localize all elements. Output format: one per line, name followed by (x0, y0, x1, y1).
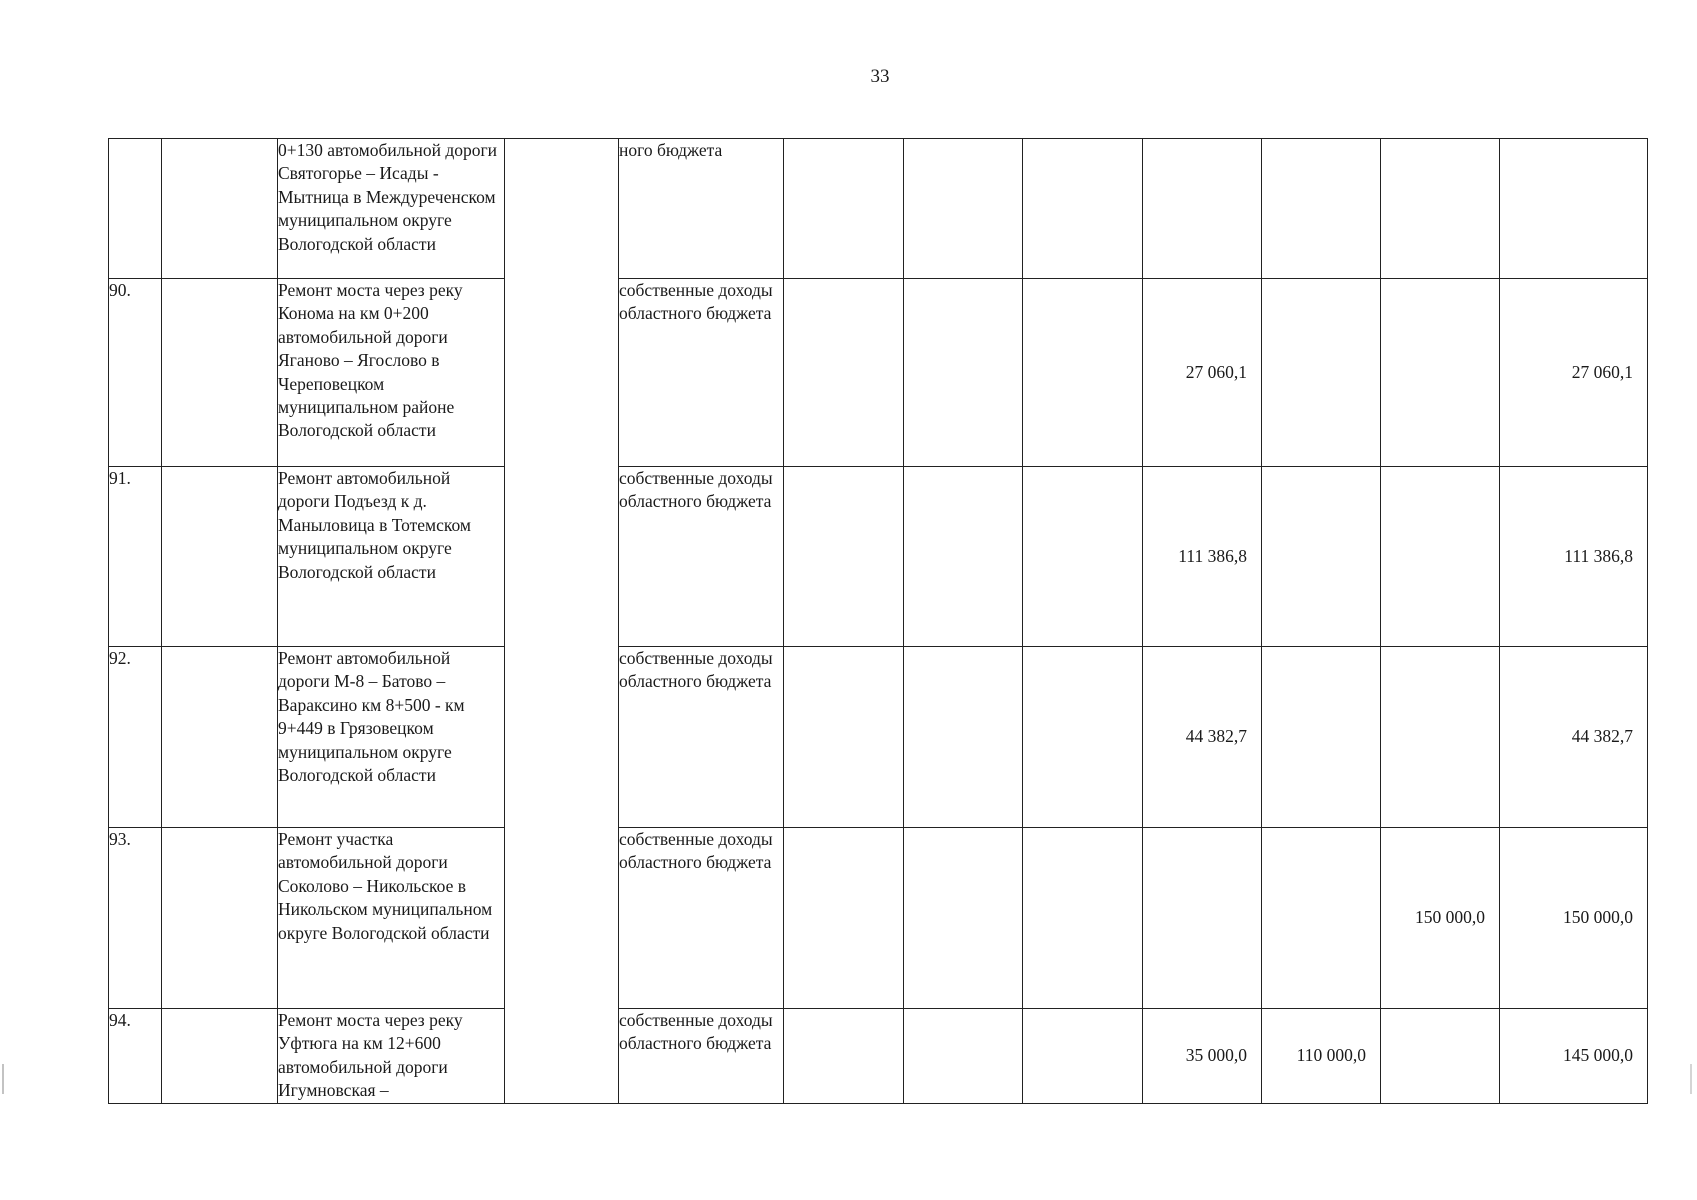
total-cell: 44 382,7 (1500, 647, 1648, 828)
value-cell (1381, 139, 1500, 279)
object-name: Ремонт автомобильной дороги Подъезд к д. Маныловица в Тотемском муниципальном округе Вологодской области (278, 467, 505, 647)
blank-cell (784, 279, 904, 467)
blank-cell (1023, 467, 1143, 647)
blank-cell (1023, 828, 1143, 1009)
table-row (109, 139, 1648, 279)
funding-source: собственные доходы областного бюджета (619, 828, 784, 1009)
funding-source: собственные доходы областного бюджета (619, 1009, 784, 1104)
row-number (109, 139, 162, 279)
table-row (109, 279, 1648, 467)
blank-cell (904, 139, 1023, 279)
value-cell: 110 000,0 (1262, 1009, 1381, 1104)
blank-cell (1023, 1009, 1143, 1104)
blank-cell (784, 828, 904, 1009)
blank-cell (784, 647, 904, 828)
total-cell: 111 386,8 (1500, 467, 1648, 647)
value-cell (1143, 828, 1262, 1009)
blank-cell (1023, 139, 1143, 279)
blank-cell (904, 1009, 1023, 1104)
value-cell (1143, 139, 1262, 279)
value-cell (1381, 467, 1500, 647)
blank-cell (784, 467, 904, 647)
value-cell: 111 386,8 (1143, 467, 1262, 647)
total-cell (1500, 139, 1648, 279)
value-cell (1262, 139, 1381, 279)
funding-source: собственные доходы областного бюджета (619, 279, 784, 467)
table-row (109, 467, 1648, 647)
blank-cell (162, 139, 278, 279)
scan-margin-mark-right (1690, 1064, 1692, 1094)
value-cell (1262, 279, 1381, 467)
value-cell (1262, 828, 1381, 1009)
budget-table (108, 138, 1648, 1104)
blank-cell (904, 467, 1023, 647)
row-number: 93. (109, 828, 162, 1009)
blank-cell (1023, 647, 1143, 828)
blank-cell (162, 467, 278, 647)
value-cell (1381, 1009, 1500, 1104)
total-cell: 145 000,0 (1500, 1009, 1648, 1104)
row-number: 91. (109, 467, 162, 647)
blank-cell (162, 1009, 278, 1104)
funding-source: собственные доходы областного бюджета (619, 467, 784, 647)
value-cell: 27 060,1 (1143, 279, 1262, 467)
row-number: 94. (109, 1009, 162, 1104)
funding-source: собственные доходы областного бюджета (619, 647, 784, 828)
blank-cell (904, 828, 1023, 1009)
blank-cell (784, 1009, 904, 1104)
funding-source: ного бюджета (619, 139, 784, 279)
blank-cell (1023, 279, 1143, 467)
blank-cell (784, 139, 904, 279)
object-name: Ремонт моста через реку Уфтюга на км 12+600 автомобильной дороги Игумновская – (278, 1009, 505, 1104)
blank-cell (162, 279, 278, 467)
value-cell: 150 000,0 (1381, 828, 1500, 1009)
blank-cell (162, 828, 278, 1009)
value-cell (1262, 647, 1381, 828)
object-name: Ремонт автомобильной дороги М-8 – Батово – Вараксино км 8+500 - км 9+449 в Грязовецком муниципальном округе Вологодской области (278, 647, 505, 828)
blank-cell (162, 647, 278, 828)
value-cell: 35 000,0 (1143, 1009, 1262, 1104)
table-row (109, 828, 1648, 1009)
table-row (109, 647, 1648, 828)
object-name: 0+130 автомобильной дороги Святогорье – Исады - Мытница в Междуреченском муниципальном округе Вологодской области (278, 139, 505, 279)
blank-cell (904, 279, 1023, 467)
total-cell: 150 000,0 (1500, 828, 1648, 1009)
value-cell (1262, 467, 1381, 647)
row-number: 90. (109, 279, 162, 467)
value-cell: 44 382,7 (1143, 647, 1262, 828)
value-cell (1381, 279, 1500, 467)
page-number: 33 (870, 66, 890, 87)
scan-margin-mark-left (2, 1064, 4, 1094)
blank-cell (904, 647, 1023, 828)
total-cell: 27 060,1 (1500, 279, 1648, 467)
object-name: Ремонт моста через реку Конома на км 0+200 автомобильной дороги Яганово – Ягослово в Череповецком муниципальном районе Вологодской области (278, 279, 505, 467)
table-row (109, 1009, 1648, 1104)
merged-blank-column (505, 139, 619, 1104)
object-name: Ремонт участка автомобильной дороги Соколово – Никольское в Никольском муниципальном округе Вологодской области (278, 828, 505, 1009)
row-number: 92. (109, 647, 162, 828)
value-cell (1381, 647, 1500, 828)
